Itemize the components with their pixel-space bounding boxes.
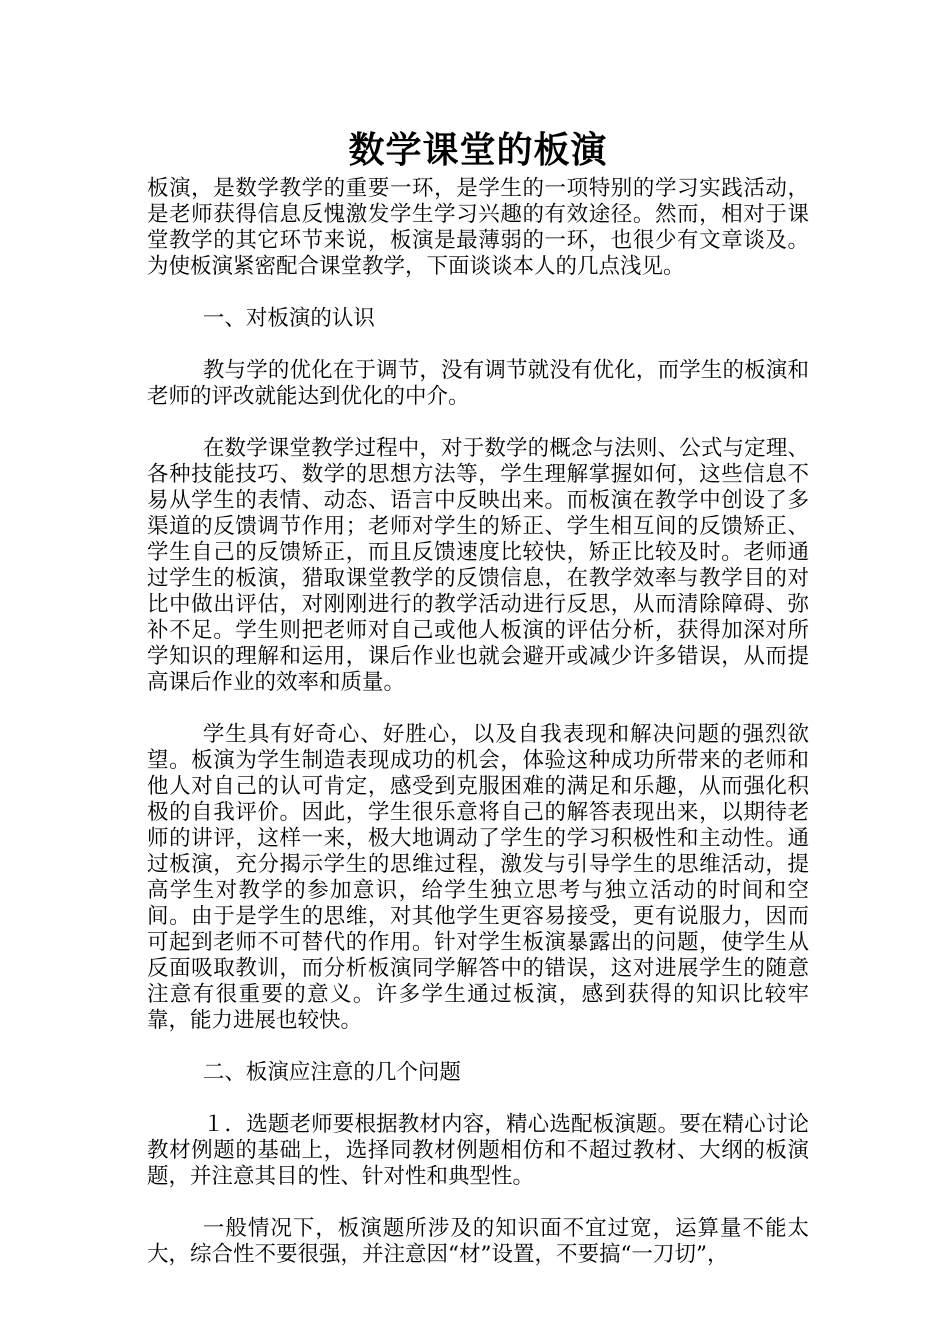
body-paragraph: 教与学的优化在于调节，没有调节就没有优化，而学生的板演和老师的评改就能达到优化的中介。 [147, 358, 809, 409]
body-paragraph: 学生具有好奇心、好胜心，以及自我表现和解决问题的强烈欲望。板演为学生制造表现成功的机会，体验这种成功所带来的老师和他人对自己的认可肯定，感受到克服困难的满足和乐趣，从而强化积极的自我评价。因此，学生很乐意将自己的解答表现出来，以期待老师的讲评，这样一来，极大地调动了学生的学习积极性和主动性。通过板演，充分揭示学生的思维过程，激发与引导学生的思维活动，提高学生对教学的参加意识，给学生独立思考与独立活动的时间和空间。由于是学生的思维，对其他学生更容易接受，更有说服力，因而可起到老师不可替代的作用。针对学生板演暴露出的问题，使学生从反面吸取教训，而分析板演同学解答中的错误，这对进展学生的随意注意有很重要的意义。许多学生通过板演，感到获得的知识比较牢靠，能力进展也较快。 [147, 722, 809, 1033]
body-paragraph: 一般情况下，板演题所涉及的知识面不宜过宽，运算量不能太大，综合性不要很强，并注意因“材”设置，不要搞“一刀切”， [147, 1216, 809, 1267]
document-page [147, 124, 809, 1294]
intro-paragraph: 板演，是数学教学的重要一环，是学生的一项特别的学习实践活动，是老师获得信息反愧激发学生学习兴趣的有效途径。然而，相对于课堂教学的其它环节来说，板演是最薄弱的一环，也很少有文章谈及。为使板演紧密配合课堂教学，下面谈谈本人的几点浅见。 [147, 176, 809, 279]
section-heading-1: 一、对板演的认识 [202, 306, 375, 331]
body-paragraph: １．选题老师要根据教材内容，精心选配板演题。要在精心讨论教材例题的基础上，选择同教材例题相仿和不超过教材、大纲的板演题，并注意其目的性、针对性和典型性。 [147, 1112, 809, 1189]
document-title: 数学课堂的板演 [348, 129, 608, 171]
section-heading-2: 二、板演应注意的几个问题 [202, 1060, 461, 1085]
body-paragraph: 在数学课堂教学过程中，对于数学的概念与法则、公式与定理、各种技能技巧、数学的思想方法等，学生理解掌握如何，这些信息不易从学生的表情、动态、语言中反映出来。而板演在教学中创设了多渠道的反馈调节作用；老师对学生的矫正、学生相互间的反馈矫正、学生自己的反馈矫正，而且反馈速度比较快，矫正比较及时。老师通过学生的板演，猎取课堂教学的反馈信息，在教学效率与教学目的对比中做出评估，对刚刚进行的教学活动进行反思，从而清除障碍、弥补不足。学生则把老师对自己或他人板演的评估分析，获得加深对所学知识的理解和运用，课后作业也就会避开或减少许多错误，从而提高课后作业的效率和质量。 [147, 436, 809, 695]
